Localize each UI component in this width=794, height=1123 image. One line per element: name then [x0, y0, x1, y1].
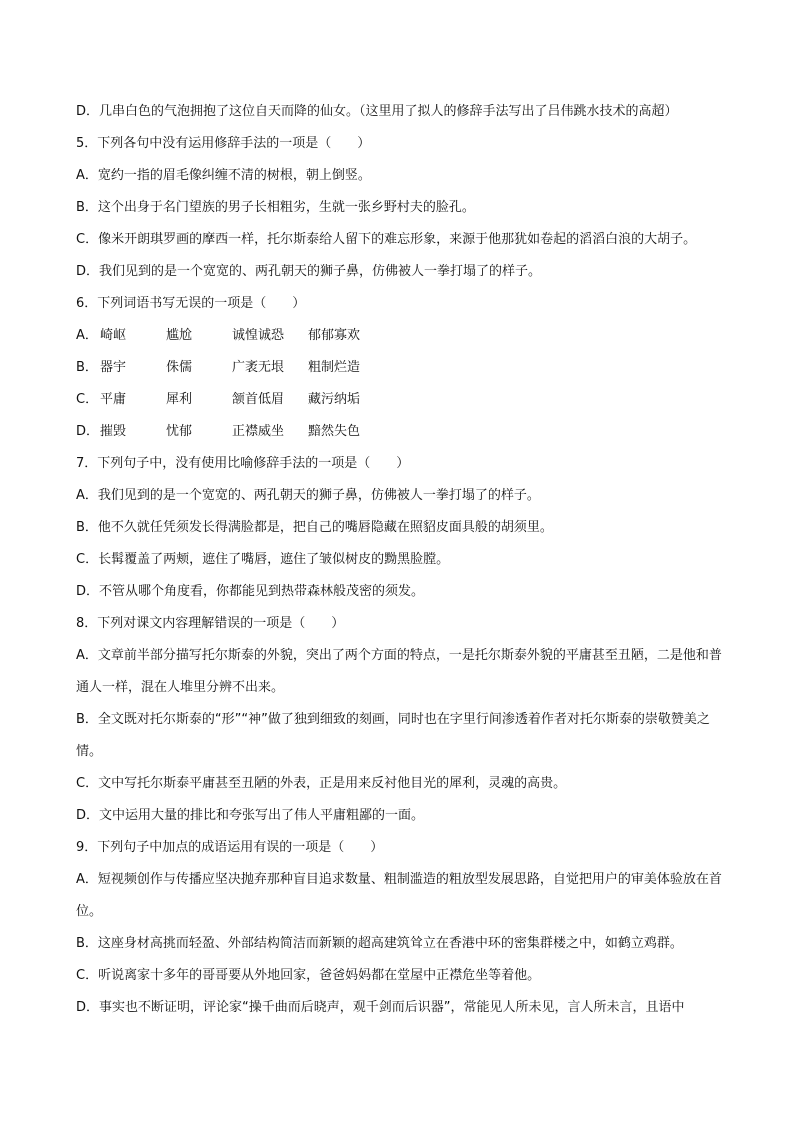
- option-label: B．: [76, 360, 98, 375]
- option-label: D．: [76, 424, 100, 439]
- q4-option-d: D．几串白色的气泡拥抱了这位自天而降的仙女。（这里用了拟人的修辞手法写出了吕伟跳水技术的高超）: [76, 104, 678, 119]
- option-word: 尴尬: [166, 328, 193, 343]
- q8-option-d: D．文中运用大量的排比和夸张写出了伟人平庸粗鄙的一面。: [76, 808, 425, 823]
- q8-option-a: A．文章前半部分描写托尔斯泰的外貌，突出了两个方面的特点，一是托尔斯泰外貌的平庸甚至丑陋，二是他和普通人一样，混在人堆里分辨不出来。: [76, 648, 722, 695]
- q7-option-d: D．不管从哪个角度看，你都能见到热带森林般茂密的须发。: [76, 584, 425, 599]
- q5-option-d: D．我们见到的是一个宽宽的、两孔朝天的狮子鼻，仿佛被人一拳打塌了的样子。: [76, 264, 542, 279]
- option-word: 诚惶诚恐: [232, 328, 285, 343]
- question-7: 7．下列句子中，没有使用比喻修辞手法的一项是（ ）: [76, 456, 410, 471]
- option-word: 摧毁: [100, 424, 127, 439]
- q5-option-c: C．像米开朗琪罗画的摩西一样，托尔斯泰给人留下的难忘形象，来源于他那犹如卷起的滔滔白浪的大胡子。: [76, 232, 697, 247]
- q8-option-c: C．文中写托尔斯泰平庸甚至丑陋的外表，正是用来反衬他目光的犀利，灵魂的高贵。: [76, 776, 567, 791]
- q9-option-a: A．短视频创作与传播应坚决抛弃那种盲目追求数量、粗制滥造的粗放型发展思路，自觉把用户的审美体验放在首位。: [76, 872, 722, 919]
- option-word: 广袤无垠: [232, 360, 285, 375]
- q6-option-d: [76, 423, 374, 441]
- q6-option-c: [76, 391, 374, 409]
- option-word: 藏污纳垢: [308, 392, 361, 407]
- option-word: 颔首低眉: [232, 392, 285, 407]
- question-8: 8．下列对课文内容理解错误的一项是（ ）: [76, 616, 345, 631]
- q7-option-c: C．长髯覆盖了两颊，遮住了嘴唇，遮住了皱似树皮的黝黑脸膛。: [76, 552, 450, 567]
- option-label: A．: [76, 328, 98, 343]
- q9-option-b: B．这座身材高挑而轻盈、外部结构简洁而新颖的超高建筑耸立在香港中环的密集群楼之中，如鹤立鸡群。: [76, 936, 683, 951]
- question-6: 6．下列词语书写无误的一项是（ ）: [76, 296, 306, 311]
- option-word: 器宇: [100, 360, 127, 375]
- question-9: 9．下列句子中加点的成语运用有误的一项是（ ）: [76, 840, 384, 855]
- q6-option-a: [76, 327, 374, 345]
- question-5: 5．下列各句中没有运用修辞手法的一项是（ ）: [76, 136, 371, 151]
- option-word: 忧郁: [166, 424, 193, 439]
- option-word: 正襟威坐: [232, 424, 285, 439]
- q5-option-a: A．宽约一指的眉毛像纠缠不清的树根，朝上倒竖。: [76, 168, 371, 183]
- option-word: 粗制烂造: [308, 360, 361, 375]
- q9-option-d: D．事实也不断证明，评论家“操千曲而后晓声，观千剑而后识器”，常能见人所未见，言人所未言，且语中: [76, 1000, 685, 1015]
- q9-option-c: C．听说离家十多年的哥哥要从外地回家，爸爸妈妈都在堂屋中正襟危坐等着他。: [76, 968, 541, 983]
- q7-option-b: B．他不久就任凭须发长得满脸都是，把自己的嘴唇隐藏在照貂皮面具般的胡须里。: [76, 520, 553, 535]
- option-word: 崎岖: [100, 328, 127, 343]
- q8-option-b: B．全文既对托尔斯泰的“形”“神”做了独到细致的刻画，同时也在字里行间渗透着作者对托尔斯泰的崇敬赞美之情。: [76, 712, 710, 759]
- option-word: 侏儒: [166, 360, 193, 375]
- option-word: 郁郁寡欢: [308, 328, 361, 343]
- q7-option-a: A．我们见到的是一个宽宽的、两孔朝天的狮子鼻，仿佛被人一拳打塌了的样子。: [76, 488, 540, 503]
- option-word: 平庸: [100, 392, 127, 407]
- option-word: 黯然失色: [308, 424, 361, 439]
- q5-option-b: B．这个出身于名门望族的男子长相粗劣，生就一张乡野村夫的脸孔。: [76, 200, 475, 215]
- q6-option-b: [76, 359, 374, 377]
- option-word: 犀利: [166, 392, 193, 407]
- option-label: C．: [76, 392, 99, 407]
